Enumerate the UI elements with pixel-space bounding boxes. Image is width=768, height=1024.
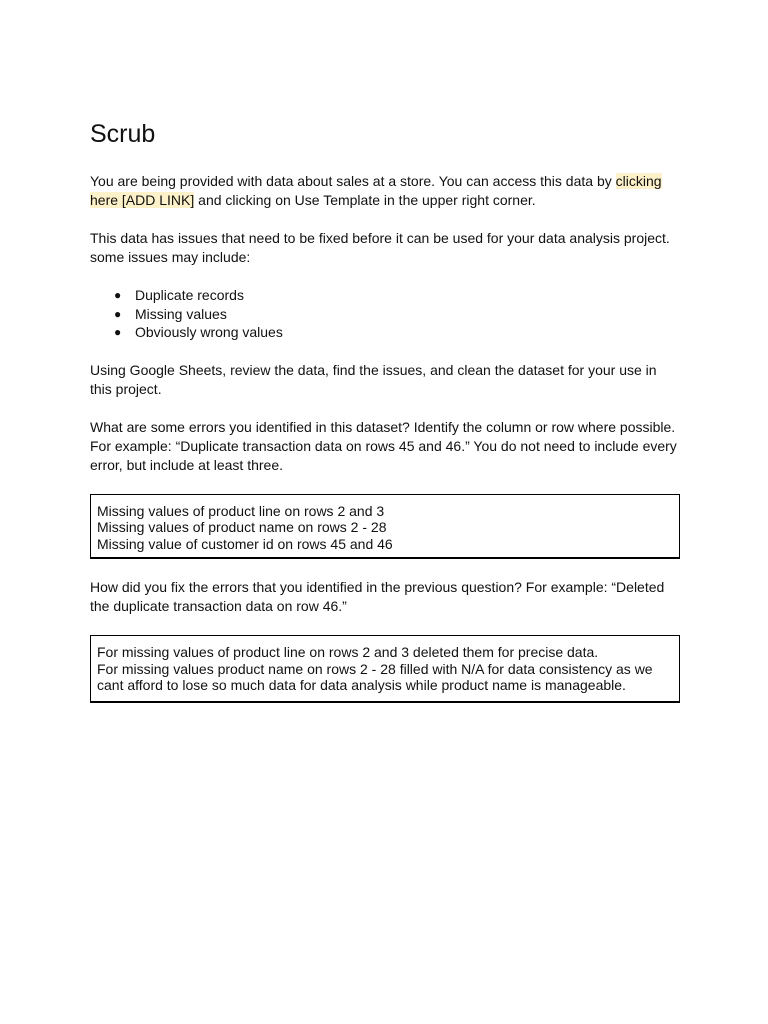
- answer-box-1[interactable]: [90, 494, 680, 560]
- list-item: [90, 323, 680, 342]
- bullet-icon: ●: [114, 306, 122, 321]
- intro-text-after-link: and clicking on Use Template in the upper right corner.: [194, 192, 536, 208]
- list-item: [90, 286, 680, 305]
- page-title: Scrub: [90, 120, 156, 148]
- answer-line: For missing values of product line on rows 2 and 3 deleted them for precise data.: [97, 644, 599, 660]
- sheets-instruction-paragraph: Using Google Sheets, review the data, find the issues, and clean the dataset for your use in this project.: [90, 361, 657, 397]
- question-1: What are some errors you identified in this dataset? Identify the column or row where possible. For example: “Duplicate transaction data on rows 45 and 46.” You do not need to include every error, but include at least three.: [90, 418, 677, 473]
- answer-line: Missing values of product line on rows 2 and 3: [97, 502, 385, 519]
- question-2: How did you fix the errors that you identified in the previous question? For example: “Deleted the duplicate transaction data on row 46.”: [90, 579, 665, 614]
- intro-text-before-link: You are being provided with data about sales at a store. You can access this data by: [90, 173, 616, 189]
- answer-line: Missing value of customer id on rows 45 and 46: [97, 535, 393, 552]
- answer-box-2[interactable]: [90, 635, 680, 703]
- issues-intro-paragraph: This data has issues that need to be fixed before it can be used for your data analysis project. some issues may include:: [90, 230, 670, 265]
- answer-line: Missing values of product name on rows 2 - 28: [97, 519, 387, 535]
- data-link[interactable]: clicking here [ADD LINK]: [90, 173, 662, 208]
- bullet-icon: ●: [114, 325, 122, 339]
- list-item-text: Duplicate records: [135, 287, 244, 303]
- list-item-text: Missing values: [135, 305, 227, 322]
- list-item: [90, 305, 680, 324]
- intro-paragraph: [90, 172, 680, 210]
- bullet-icon: ●: [114, 288, 122, 302]
- answer-line: For missing values product name on rows 2 - 28 filled with N/A for data consistency as we cant afford to lose so much data for data analysis while product name is manageable.: [97, 660, 653, 693]
- issues-list: [90, 286, 680, 342]
- document-body: [90, 118, 680, 703]
- list-item-text: Obviously wrong values: [135, 324, 283, 340]
